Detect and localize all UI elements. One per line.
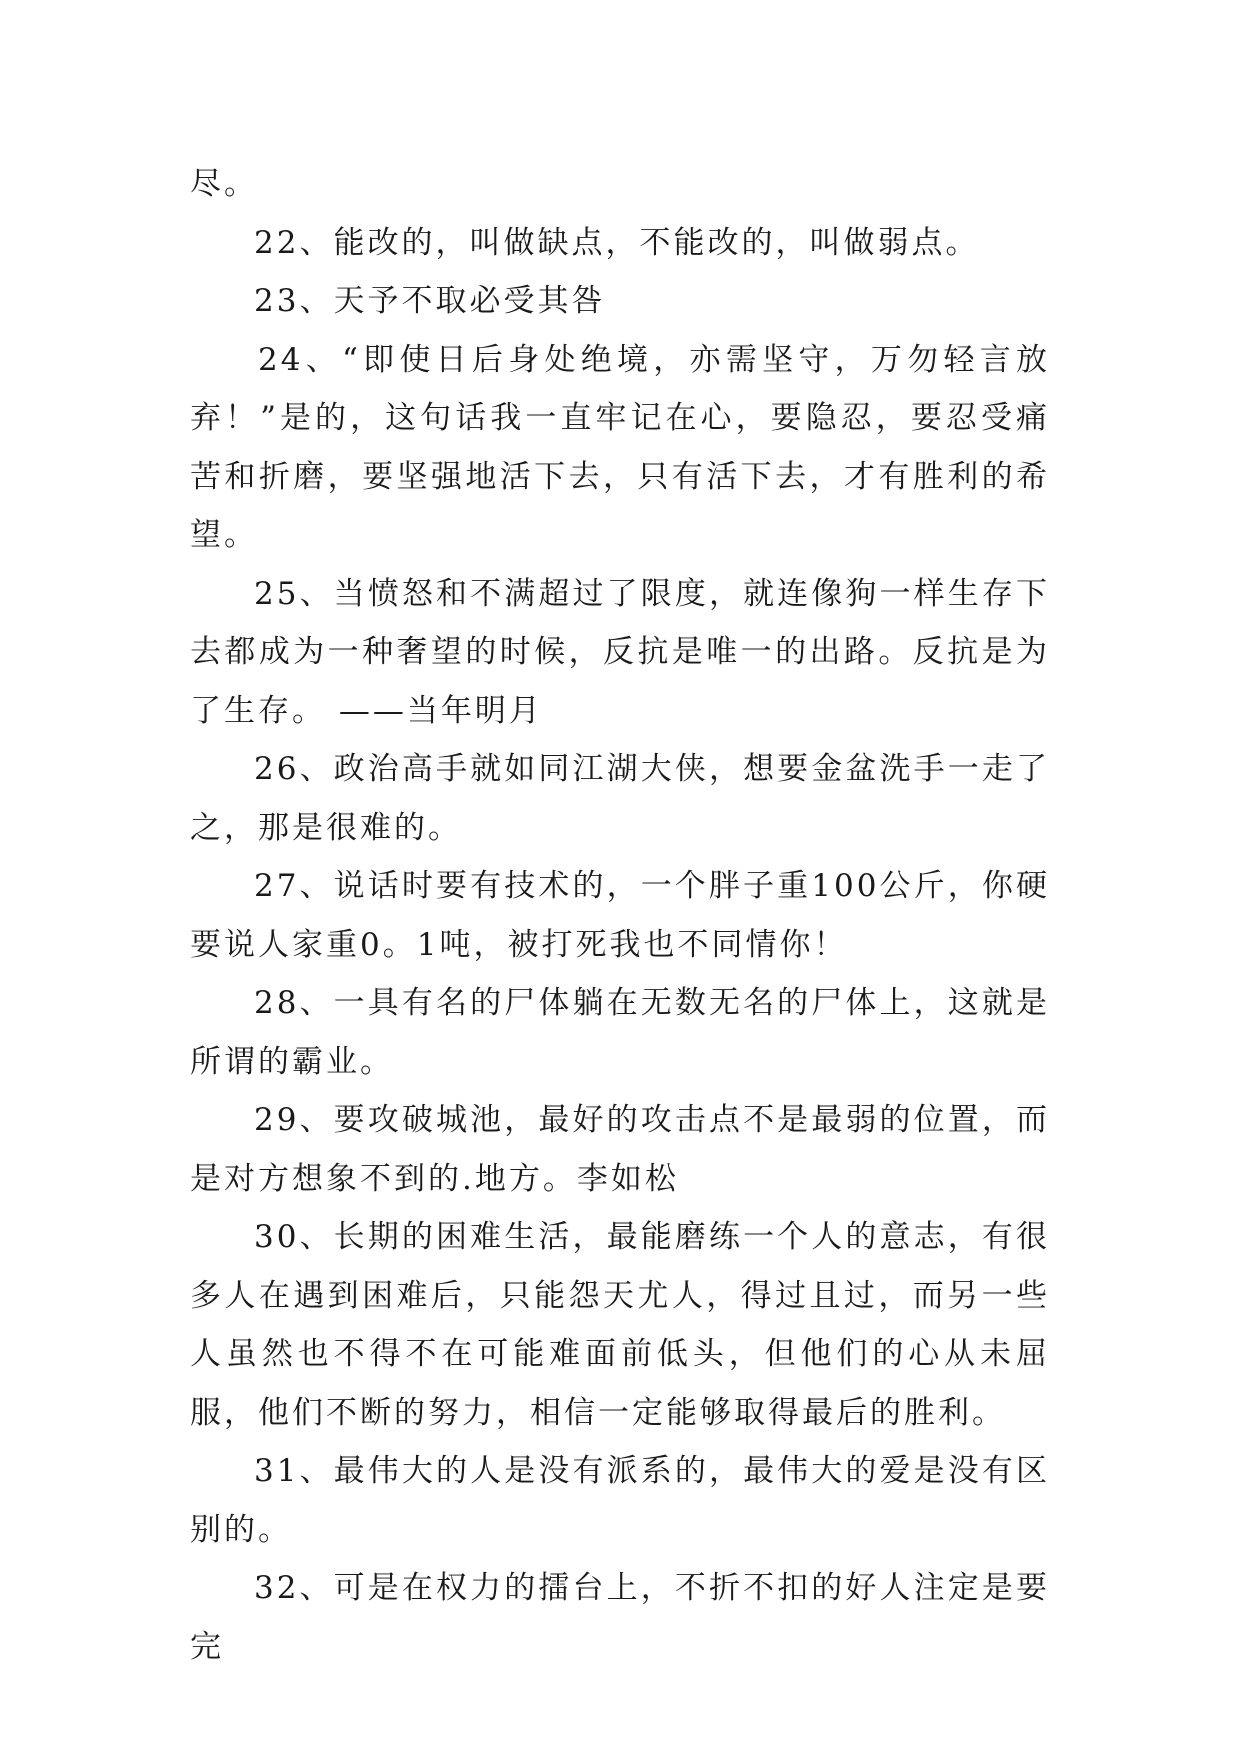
paragraph-27: 27、说话时要有技术的，一个胖子重100公斤，你硬要说人家重0。1吨，被打死我也不同情你！ bbox=[190, 868, 1050, 963]
paragraph-25: 25、当愤怒和不满超过了限度，就连像狗一样生存下去都成为一种奢望的时候，反抗是唯一的出路。反抗是为了生存。 ——当年明月 bbox=[190, 575, 1050, 729]
paragraph-24: 24、“即使日后身处绝境，亦需坚守，万勿轻言放弃！”是的，这句话我一直牢记在心，要隐忍，要忍受痛苦和折磨，要坚强地活下去，只有活下去，才有胜利的希望。 bbox=[190, 341, 1050, 553]
paragraph-26: 26、政治高手就如同江湖大侠，想要金盆洗手一走了之，那是很难的。 bbox=[190, 751, 1050, 846]
paragraph-21-continuation: 尽。 bbox=[190, 166, 258, 202]
paragraph-29: 29、要攻破城池，最好的攻击点不是最弱的位置，而是对方想象不到的.地方。李如松 bbox=[190, 1102, 1050, 1197]
paragraph-32: 32、可是在权力的擂台上，不折不扣的好人注定是要完 bbox=[190, 1570, 1050, 1665]
paragraph-30: 30、长期的困难生活，最能磨练一个人的意志，有很多人在遇到困难后，只能怨天尤人，得过且过，而另一些人虽然也不得不在可能难面前低头，但他们的心从未屈服，他们不断的努力，相信一定能够取得最后的胜利。 bbox=[190, 1219, 1050, 1431]
paragraph-23: 23、天予不取必受其咎 bbox=[254, 283, 606, 319]
paragraph-31: 31、最伟大的人是没有派系的，最伟大的爱是没有区别的。 bbox=[190, 1453, 1050, 1548]
body-text bbox=[190, 155, 1050, 1676]
paragraph-22: 22、能改的，叫做缺点，不能改的，叫做弱点。 bbox=[254, 224, 980, 261]
paragraph-28: 28、一具有名的尸体躺在无数无名的尸体上，这就是所谓的霸业。 bbox=[190, 985, 1050, 1080]
